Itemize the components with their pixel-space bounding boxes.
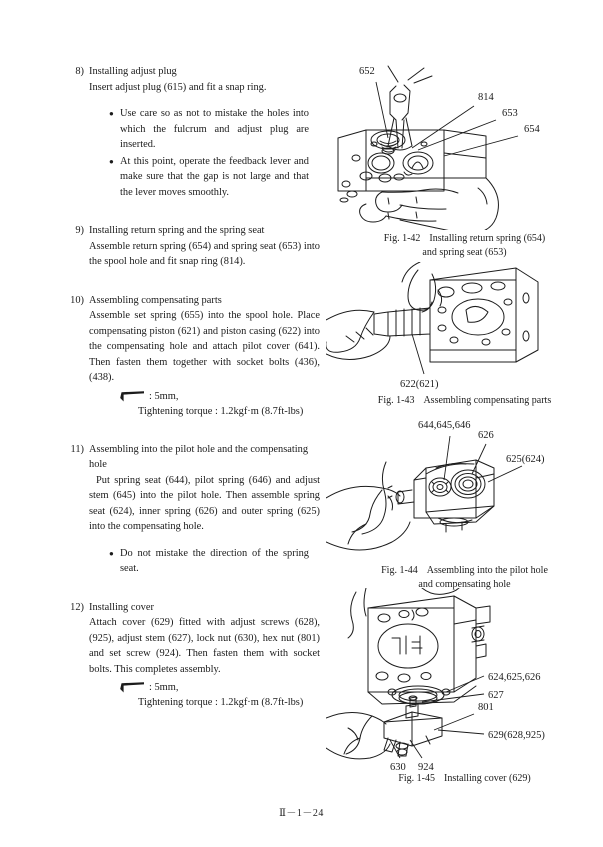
figure-1-43-id: Fig. 1-43 (377, 395, 415, 406)
hex-key-icon (119, 390, 145, 403)
figure-1-45 (326, 588, 603, 786)
note-text: At this point, operate the feedback lever and make sure that the gap is not large and that the lever moves smoothly. (120, 155, 309, 198)
step-9-body: Assemble return spring (654) and spring seat (653) into the spool hole and fit snap ring (814). (89, 240, 320, 267)
step-9 (62, 223, 320, 270)
bullet-dot-icon: ● (109, 548, 114, 558)
note-text: Use care so as not to mistake the holes into which the fulcrum and adjust plug are inserted. (120, 108, 309, 150)
step-9-number: 9) (75, 225, 84, 236)
step-9-title: Installing return spring and the spring seat (89, 225, 265, 236)
step-12-heading (62, 600, 320, 616)
step-12-title: Installing cover (89, 601, 154, 613)
step-11 (62, 442, 320, 577)
page-number: Ⅱ－1－24 (279, 808, 324, 819)
step-10-heading (62, 293, 320, 309)
figure-1-43-caption (326, 394, 603, 408)
bullet-dot-icon: ● (109, 156, 114, 166)
callout-801: 801 (478, 702, 494, 713)
figure-1-42-id: Fig. 1-42 (383, 233, 421, 244)
step-12-number: 12) (70, 601, 84, 613)
callout-625-624: 625(624) (506, 454, 545, 465)
figure-1-42 (326, 58, 603, 260)
callout-924: 924 (418, 762, 434, 770)
callout-654: 654 (524, 124, 540, 135)
figure-1-42-caption (326, 232, 603, 246)
figure-1-43-illustration (326, 262, 603, 392)
callout-627: 627 (488, 690, 504, 701)
figure-1-43 (326, 262, 603, 408)
figure-1-43-caption-line1: Assembling compensating parts (423, 395, 552, 406)
step-9-heading (62, 223, 320, 239)
step-8 (62, 64, 320, 200)
figure-1-42-illustration (326, 58, 603, 230)
figure-1-45-illustration (326, 588, 603, 770)
figure-1-42-caption-line1: Installing return spring (654) (429, 233, 546, 244)
step-11-number: 11) (70, 443, 84, 455)
callout-626: 626 (478, 430, 494, 441)
figure-1-44-id: Fig. 1-44 (381, 565, 418, 576)
step-10 (62, 293, 320, 419)
step-10-title: Assembling compensating parts (89, 294, 222, 306)
step-8-heading (62, 64, 320, 80)
step-12-torque: Tightening torque : 1.2kgf·m (8.7ft-lbs) (138, 697, 304, 708)
figure-1-44-illustration (326, 412, 603, 562)
step-12-tool-size: : 5mm, (149, 682, 179, 693)
callout-652: 652 (359, 66, 375, 77)
step-8-body: Insert adjust plug (615) and fit a snap ring. (89, 81, 267, 93)
note-item (109, 546, 309, 577)
callout-624-625-626: 624,625,626 (488, 672, 541, 683)
figure-1-44-caption (326, 564, 603, 578)
step-12-body: Attach cover (629) fitted with adjust screws (628), (925), adjust stem (627), lock nut (630), hex nut (801) and set screw (924). Then fasten them with socket bolts. This completes assembly. (89, 617, 320, 675)
callout-644-645-646: 644,645,646 (418, 420, 471, 431)
note-text: Do not mistake the direction of the spring seat. (120, 547, 309, 574)
hex-key-icon (119, 681, 145, 694)
figure-1-44-caption-line2: and compensating hole (418, 579, 511, 590)
callout-630: 630 (390, 762, 406, 770)
figure-1-45-caption (326, 772, 603, 786)
figure-1-44-caption-line1: Assembling into the pilot hole (426, 565, 548, 576)
step-11-heading (62, 442, 320, 473)
step-8-title: Installing adjust plug (89, 66, 177, 77)
callout-814: 814 (478, 92, 494, 103)
step-11-notes (109, 546, 309, 577)
step-10-torque: Tightening torque : 1.2kgf·m (8.7ft-lbs) (138, 405, 304, 417)
figure-1-44 (326, 412, 603, 592)
step-11-body: Put spring seat (644), pilot spring (646) and adjust stem (645) into the pilot hole. Then assemble spring seat (624), inner spring (626) and outer spring (625) into the compensating hole. (89, 474, 320, 532)
bullet-dot-icon: ● (109, 109, 114, 118)
callout-622-621: 622(621) (400, 379, 439, 390)
step-10-body: Assemble set spring (655) into the spool hole. Place compensating piston (621) and piston casing (622) into the compensating hole and attach pilot cover (641). Then fasten them together with socket bolts (436), (438). (89, 310, 320, 383)
figure-1-45-id: Fig. 1-45 (398, 773, 436, 784)
callout-653: 653 (502, 108, 518, 119)
figure-1-45-caption-line1: Installing cover (629) (444, 773, 531, 784)
step-8-notes (109, 106, 309, 200)
step-11-title: Assembling into the pilot hole and the compensating hole (89, 443, 309, 470)
step-12 (62, 600, 320, 711)
instructions-column (62, 64, 320, 724)
figures-column (326, 0, 603, 847)
step-12-tool-spec (119, 680, 320, 695)
step-8-number: 8) (75, 66, 84, 77)
step-10-tool-spec (119, 389, 320, 404)
note-item (109, 106, 309, 153)
note-item (109, 154, 309, 201)
figure-1-42-caption-line2: and spring seat (653) (422, 247, 507, 258)
step-10-tool-size: : 5mm, (149, 390, 179, 402)
step-10-number: 10) (70, 294, 84, 306)
callout-629-628-925: 629(628,925) (488, 730, 545, 741)
